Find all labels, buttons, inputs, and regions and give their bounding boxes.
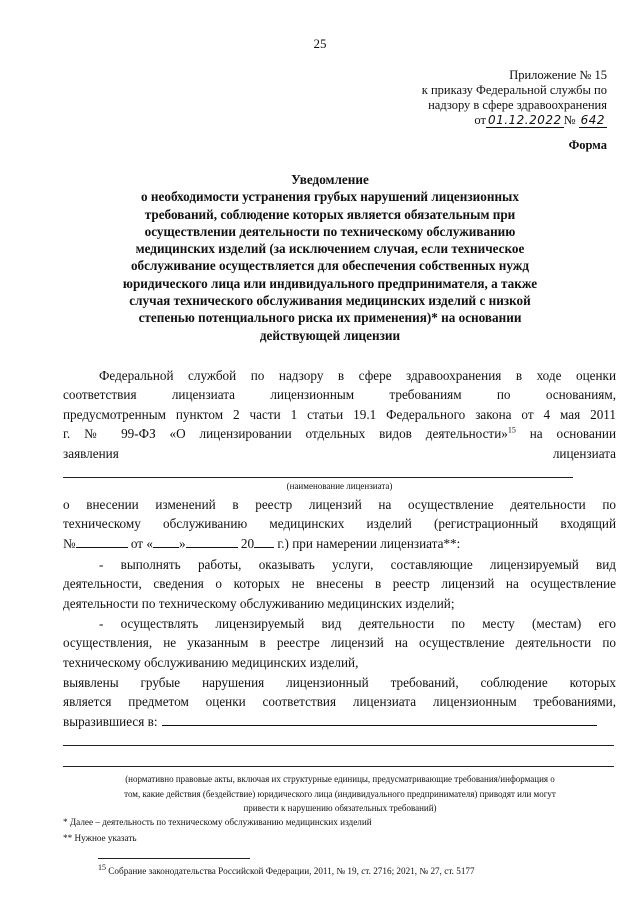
paragraph-line: техническому обслуживанию медицинских изделий, xyxy=(63,654,359,670)
title-heading: Уведомление xyxy=(291,172,369,187)
title-line: медицинских изделий (за исключением случая, если техническое xyxy=(135,241,525,257)
month-blank[interactable] xyxy=(186,534,238,548)
title-line: случая технического обслуживания медицинских изделий с низкой xyxy=(129,293,531,309)
appendix-header xyxy=(307,68,607,128)
title-line: о необходимости устранения грубых нарушений лицензионных xyxy=(141,189,519,205)
footnote-separator xyxy=(98,858,250,859)
title-line: действующей лицензии xyxy=(259,327,401,343)
caption-line: привести к нарушению обязательных требований) xyxy=(243,803,437,813)
paragraph-line: - осуществлять лицензируемый вид деятельности по месту (местам) его xyxy=(99,616,616,631)
page-number: 25 xyxy=(313,36,327,51)
paragraph-line: деятельности, сведения о которых не внесены в реестр лицензий на осуществление xyxy=(63,576,616,592)
paragraph-violations xyxy=(63,673,616,731)
title-line: осуществлении деятельности по техническому обслуживанию xyxy=(144,223,516,239)
licensee-word: лицензиата xyxy=(552,445,616,461)
title-line: обслуживание осуществляется для обеспечения собственных нужд xyxy=(130,258,530,274)
paragraph-line: выявлены грубые нарушения лицензионный требований, соблюдение которых xyxy=(63,675,616,690)
paragraph-basis xyxy=(63,366,616,463)
year-blank[interactable] xyxy=(254,534,274,548)
expressed-in-text: выразившиеся в: xyxy=(63,713,158,729)
bullet-works xyxy=(63,555,616,613)
title-line: юридического лица или индивидуального предпринимателя, а также xyxy=(122,275,538,291)
note-double-asterisk: ** Нужное указать xyxy=(63,833,137,843)
appendix-line-1: Приложение № 15 xyxy=(509,68,607,82)
handwritten-number: 642 xyxy=(580,113,605,127)
basis-text: на основании xyxy=(529,426,616,442)
title-line: степенью потенциального риска их применения)* на основании xyxy=(138,310,522,326)
notes xyxy=(63,814,372,846)
acts-caption xyxy=(60,772,620,816)
document-title xyxy=(60,171,600,344)
violations-line-3[interactable] xyxy=(63,766,614,767)
handwritten-date: 01.12.2022 xyxy=(487,113,562,127)
date-prefix: от xyxy=(474,113,486,127)
paragraph-line: предусмотренным пунктом 2 части 1 статьи 19.1 Федерального закона от 4 мая 2011 xyxy=(63,406,616,422)
footnote-ref: 15 xyxy=(507,425,516,435)
licensee-name-line[interactable] xyxy=(63,477,573,478)
paragraph-line: является предметом оценки соответствия лицензиата лицензионным требованиями, xyxy=(63,694,616,710)
title-line: требований, соблюдение которых является обязательным при xyxy=(144,206,516,222)
number-prefix: № xyxy=(563,113,576,127)
paragraph-line xyxy=(63,712,616,731)
note-single-asterisk: * Далее – деятельность по техническому обслуживанию медицинских изделий xyxy=(63,817,372,827)
year-prefix: 20 xyxy=(240,535,255,551)
caption-line: том, какие действия (бездействие) юридического лица (индивидуального предпринимателя) приводят или могут xyxy=(124,788,556,799)
bullet-places xyxy=(63,614,616,672)
paragraph-line: о внесении изменений в реестр лицензий на осуществление деятельности по xyxy=(63,497,616,512)
violations-line-2[interactable] xyxy=(63,745,614,746)
appendix-line-2: к приказу Федеральной службы по xyxy=(421,83,607,97)
form-label: Форма xyxy=(568,138,607,152)
day-blank[interactable] xyxy=(153,534,179,548)
paragraph-line: соответствия лицензиата лицензионным требованиям по основаниям, xyxy=(63,387,616,403)
paragraph-line: - выполнять работы, оказывать услуги, составляющие лицензируемый вид xyxy=(99,557,616,572)
from-text: от « xyxy=(130,535,153,551)
caption-line: (нормативно правовые акты, включая их структурные единицы, предусматривающие требования/информация о xyxy=(125,774,555,784)
appendix-line-3: надзору в сфере здравоохранения xyxy=(428,98,607,112)
application-word: заявления xyxy=(63,445,119,461)
order-date-number xyxy=(307,113,607,128)
intent-text: г.) при намерении лицензиата**: xyxy=(277,535,461,551)
violations-blank[interactable] xyxy=(162,712,597,726)
footnote-mark: 15 xyxy=(98,862,106,872)
paragraph-line xyxy=(63,424,616,443)
paragraph-line: техническому обслуживанию медицинских изделий (регистрационный входящий xyxy=(63,516,616,532)
reg-number-blank[interactable] xyxy=(76,534,128,548)
registration-line xyxy=(63,534,616,553)
quote-close: » xyxy=(178,535,186,551)
licensee-caption: (наименование лицензиата) xyxy=(286,481,393,491)
footnote-text: Собрание законодательства Российской Федерации, 2011, № 19, ст. 2716; 2021, № 27, ст. 5177 xyxy=(108,866,475,876)
footnote xyxy=(98,862,475,876)
paragraph-line xyxy=(63,444,616,463)
law-reference: г. № 99-ФЗ «О лицензировании отдельных видов деятельности» xyxy=(63,426,508,442)
paragraph-line: деятельности по техническому обслуживанию медицинских изделий; xyxy=(63,595,455,611)
paragraph-line: осуществления, не указанным в реестре лицензий на осуществление деятельности по xyxy=(63,635,616,651)
paragraph-changes xyxy=(63,495,616,553)
paragraph-line: Федеральной службой по надзору в сфере здравоохранения в ходе оценки xyxy=(99,368,616,383)
number-sign: № xyxy=(63,535,76,551)
